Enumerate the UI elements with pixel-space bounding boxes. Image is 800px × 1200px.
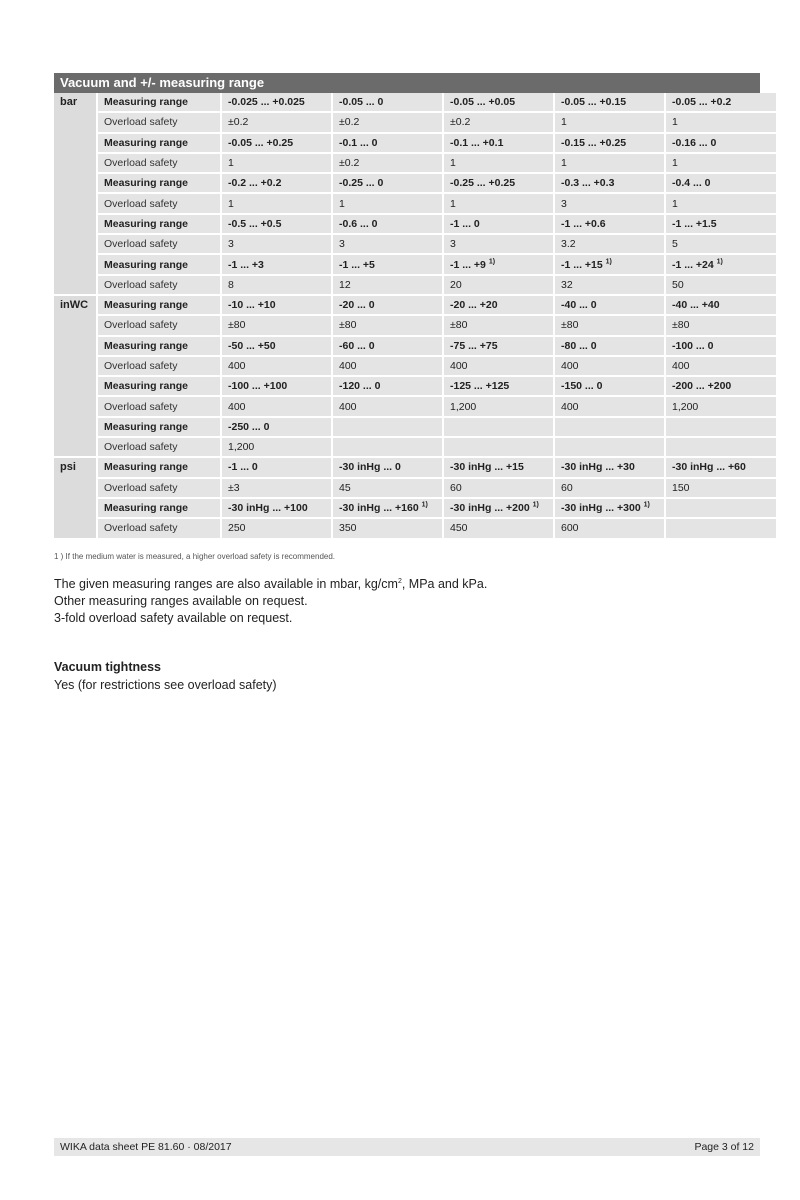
value-cell: -0.4 ... 0 (666, 174, 776, 192)
value-cell: 1 (444, 154, 553, 172)
value-cell: ±0.2 (333, 113, 442, 131)
value-cell: 32 (555, 276, 664, 294)
value-cell: -0.05 ... +0.25 (222, 134, 331, 152)
value-cell: -1 ... 0 (444, 215, 553, 233)
value-cell: -30 inHg ... +300 $^{1)}$ (555, 499, 664, 517)
value-cell: 150 (666, 479, 776, 497)
row-label: Overload safety (98, 316, 220, 334)
value-cell: -30 inHg ... +60 (666, 458, 776, 476)
footnote-marker: 1) (716, 258, 723, 266)
value-cell: 45 (333, 479, 442, 497)
value-cell: -1 ... +1.5 (666, 215, 776, 233)
row-label: Measuring range (98, 377, 220, 395)
value-cell: ±0.2 (222, 113, 331, 131)
value-cell: 1 (222, 154, 331, 172)
footnote-marker: 1) (488, 258, 496, 266)
value-cell: -1 ... +15 $^{1)}$ (555, 255, 664, 273)
value-cell: 1 (444, 194, 553, 212)
value-cell: -250 ... 0 (222, 418, 331, 436)
other-ranges-note: Other measuring ranges available on request. (54, 594, 308, 608)
value-cell: 1 (666, 154, 776, 172)
value-cell: 8 (222, 276, 331, 294)
value-cell: ±0.2 (333, 154, 442, 172)
row-label: Measuring range (98, 499, 220, 517)
footnote-marker: 1) (532, 501, 539, 509)
value-cell: -0.1 ... +0.1 (444, 134, 553, 152)
availability-notes (54, 576, 487, 627)
value-cell: -30 inHg ... +100 (222, 499, 331, 517)
value-cell: -0.05 ... +0.05 (444, 93, 553, 111)
value-cell: -100 ... 0 (666, 337, 776, 355)
value-cell: 1,200 (666, 397, 776, 415)
table-row (54, 479, 776, 497)
table-row (54, 134, 776, 152)
value-cell: -0.16 ... 0 (666, 134, 776, 152)
table-row (54, 296, 776, 314)
value-cell: 400 (444, 357, 553, 375)
value-cell: -20 ... 0 (333, 296, 442, 314)
row-label: Overload safety (98, 519, 220, 537)
value-cell: -0.6 ... 0 (333, 215, 442, 233)
value-cell (444, 418, 553, 436)
row-label: Overload safety (98, 113, 220, 131)
value-cell: -40 ... +40 (666, 296, 776, 314)
table-row (54, 194, 776, 212)
value-cell: 3 (444, 235, 553, 253)
row-label: Overload safety (98, 154, 220, 172)
value-cell (555, 418, 664, 436)
value-cell: -1 ... +5 (333, 255, 442, 273)
value-cell: ±80 (555, 316, 664, 334)
value-cell: -10 ... +10 (222, 296, 331, 314)
row-label: Overload safety (98, 357, 220, 375)
value-cell (333, 418, 442, 436)
value-cell: 400 (222, 397, 331, 415)
table-row (54, 215, 776, 233)
value-cell (666, 499, 776, 517)
table-title: Vacuum and +/- measuring range (54, 73, 760, 93)
value-cell: 400 (222, 357, 331, 375)
table-row (54, 397, 776, 415)
table-row (54, 357, 776, 375)
value-cell (444, 438, 553, 456)
value-cell: -200 ... +200 (666, 377, 776, 395)
value-cell: 1 (333, 194, 442, 212)
table-row (54, 418, 776, 436)
row-label: Overload safety (98, 276, 220, 294)
row-label: Measuring range (98, 174, 220, 192)
value-cell: -0.1 ... 0 (333, 134, 442, 152)
table-row (54, 93, 776, 111)
table-row (54, 438, 776, 456)
value-cell: 450 (444, 519, 553, 537)
value-cell: ±80 (333, 316, 442, 334)
value-cell: ±3 (222, 479, 331, 497)
table-row (54, 276, 776, 294)
value-cell: -0.2 ... +0.2 (222, 174, 331, 192)
value-cell: 400 (333, 397, 442, 415)
row-label: Overload safety (98, 235, 220, 253)
value-cell: -0.25 ... 0 (333, 174, 442, 192)
value-cell: 250 (222, 519, 331, 537)
table-row (54, 113, 776, 131)
value-cell: 3.2 (555, 235, 664, 253)
value-cell: -0.025 ... +0.025 (222, 93, 331, 111)
overload-note: 3-fold overload safety available on request. (54, 611, 293, 625)
row-label: Measuring range (98, 418, 220, 436)
unit-cell: bar (54, 93, 96, 294)
table-row (54, 377, 776, 395)
value-cell: -40 ... 0 (555, 296, 664, 314)
vacuum-heading: Vacuum tightness (54, 660, 161, 674)
value-cell: -80 ... 0 (555, 337, 664, 355)
value-cell: ±80 (666, 316, 776, 334)
footnote: 1 ) If the medium water is measured, a higher overload safety is recommended. (54, 552, 336, 561)
value-cell: -30 inHg ... +200 $^{1)}$ (444, 499, 553, 517)
value-cell: -60 ... 0 (333, 337, 442, 355)
value-cell: 400 (555, 357, 664, 375)
value-cell: -0.15 ... +0.25 (555, 134, 664, 152)
value-cell (666, 438, 776, 456)
value-cell (666, 519, 776, 537)
value-cell: 50 (666, 276, 776, 294)
footer-datasheet: WIKA data sheet PE 81.60 · 08/2017 (60, 1141, 232, 1153)
value-cell: 1 (666, 194, 776, 212)
value-cell: 1,200 (222, 438, 331, 456)
footnote-marker: 1) (605, 258, 612, 266)
row-label: Measuring range (98, 215, 220, 233)
table-row (54, 255, 776, 273)
row-label: Measuring range (98, 255, 220, 273)
table-row (54, 458, 776, 476)
value-cell: 1,200 (444, 397, 553, 415)
table-row (54, 499, 776, 517)
value-cell: -1 ... +9 $^{1)}$ (444, 255, 553, 273)
table-row (54, 337, 776, 355)
value-cell: -0.05 ... +0.15 (555, 93, 664, 111)
vacuum-text: Yes (for restrictions see overload safety) (54, 678, 277, 692)
footer-page-number: Page 3 of 12 (694, 1141, 754, 1153)
row-label: Measuring range (98, 337, 220, 355)
table-row (54, 519, 776, 537)
value-cell: -75 ... +75 (444, 337, 553, 355)
row-label: Measuring range (98, 296, 220, 314)
value-cell (555, 438, 664, 456)
value-cell: -20 ... +20 (444, 296, 553, 314)
table-row (54, 174, 776, 192)
row-label: Measuring range (98, 93, 220, 111)
row-label: Measuring range (98, 458, 220, 476)
measuring-range-table (54, 73, 760, 540)
row-label: Overload safety (98, 479, 220, 497)
table-row (54, 316, 776, 334)
value-cell: -1 ... +0.6 (555, 215, 664, 233)
value-cell: -120 ... 0 (333, 377, 442, 395)
value-cell: 3 (222, 235, 331, 253)
row-label: Measuring range (98, 134, 220, 152)
unit-cell: psi (54, 458, 96, 537)
value-cell: -50 ... +50 (222, 337, 331, 355)
value-cell: -100 ... +100 (222, 377, 331, 395)
value-cell: -1 ... +3 (222, 255, 331, 273)
value-cell: -30 inHg ... +30 (555, 458, 664, 476)
table-row (54, 235, 776, 253)
footnote-marker: 1) (643, 501, 650, 509)
value-cell: -30 inHg ... +160 $^{1)}$ (333, 499, 442, 517)
value-cell: 400 (555, 397, 664, 415)
value-cell (333, 438, 442, 456)
value-cell: -125 ... +125 (444, 377, 553, 395)
value-cell: -0.05 ... 0 (333, 93, 442, 111)
value-cell: -0.05 ... +0.2 (666, 93, 776, 111)
unit-cell: inWC (54, 296, 96, 456)
value-cell: 3 (333, 235, 442, 253)
units-note: The given measuring ranges are also available in mbar, $kg/cm^2$, MPa and kPa. (54, 577, 488, 591)
value-cell: -150 ... 0 (555, 377, 664, 395)
value-cell: 3 (555, 194, 664, 212)
range-grid (52, 91, 778, 540)
value-cell: ±0.2 (444, 113, 553, 131)
page-footer (54, 1138, 760, 1156)
value-cell: 1 (666, 113, 776, 131)
row-label: Overload safety (98, 194, 220, 212)
value-cell: 60 (555, 479, 664, 497)
value-cell: 20 (444, 276, 553, 294)
value-cell: 600 (555, 519, 664, 537)
value-cell: -0.3 ... +0.3 (555, 174, 664, 192)
value-cell: 1 (222, 194, 331, 212)
table-row (54, 154, 776, 172)
value-cell: -30 inHg ... 0 (333, 458, 442, 476)
value-cell: -30 inHg ... +15 (444, 458, 553, 476)
footnote-marker: 1) (421, 501, 428, 509)
value-cell: -0.5 ... +0.5 (222, 215, 331, 233)
value-cell: 400 (666, 357, 776, 375)
value-cell: 1 (555, 154, 664, 172)
value-cell: -0.25 ... +0.25 (444, 174, 553, 192)
row-label: Overload safety (98, 397, 220, 415)
value-cell (666, 418, 776, 436)
value-cell: 350 (333, 519, 442, 537)
row-label: Overload safety (98, 438, 220, 456)
value-cell: 400 (333, 357, 442, 375)
value-cell: ±80 (222, 316, 331, 334)
value-cell: ±80 (444, 316, 553, 334)
value-cell: 12 (333, 276, 442, 294)
value-cell: -1 ... +24 $^{1)}$ (666, 255, 776, 273)
value-cell: 1 (555, 113, 664, 131)
value-cell: 5 (666, 235, 776, 253)
value-cell: 60 (444, 479, 553, 497)
value-cell: -1 ... 0 (222, 458, 331, 476)
